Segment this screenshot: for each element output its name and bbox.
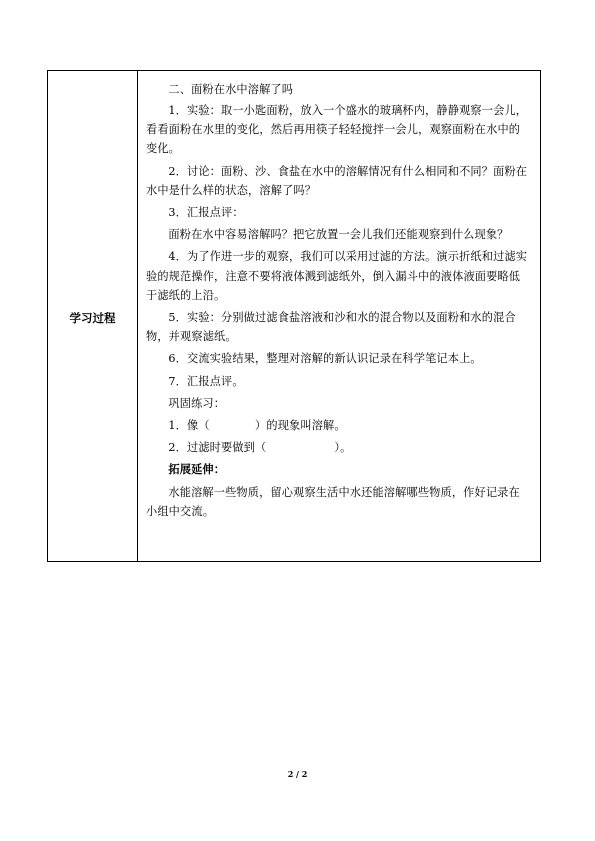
practice-heading: 巩固练习： xyxy=(168,396,226,410)
step-filter-4: 4．为了作进一步的观察，我们可以采用过滤的方法。演示折纸和过滤实验的规范操作，注意不要将液体溅到滤纸外，倒入漏斗中的液体液面要略低于滤纸的上沿。 xyxy=(146,250,528,302)
extension-heading: 拓展延伸： xyxy=(168,463,226,477)
step-experiment-5: 5．实验：分别做过滤食盐溶液和沙和水的混合物以及面粉和水的混合物，并观察滤纸。 xyxy=(146,311,516,344)
report-question: 面粉在水中容易溶解吗？把它放置一会儿我们还能观察到什么现象？ xyxy=(168,228,509,242)
table-row xyxy=(48,71,541,562)
lesson-table xyxy=(47,70,541,562)
practice-item-1: 1．像（ ）的现象叫溶解。 xyxy=(168,419,346,433)
step-report-7: 7．汇报点评。 xyxy=(168,374,244,388)
step-exchange-6: 6．交流实验结果，整理对溶解的新认识记录在科学笔记本上。 xyxy=(168,352,482,366)
content-cell xyxy=(138,71,541,562)
step-report-3: 3．汇报点评： xyxy=(168,206,244,220)
step-experiment-1: 1．实验：取一小匙面粉，放入一个盛水的玻璃杯内，静静观察一会儿，看看面粉在水里的变化，然后再用筷子轻轻搅拌一会儿，观察面粉在水中的变化。 xyxy=(146,104,528,156)
row-label-cell xyxy=(48,71,138,562)
row-label: 学习过程 xyxy=(69,310,116,325)
section-heading: 二、面粉在水中溶解了吗 xyxy=(168,83,294,96)
page-number: 2 / 2 xyxy=(287,769,308,779)
extension-text: 水能溶解一些物质，留心观察生活中水还能溶解哪些物质，作好记录在小组中交流。 xyxy=(146,485,520,518)
practice-item-2: 2．过滤时要做到（ ）。 xyxy=(168,441,352,455)
step-discussion-2: 2．讨论：面粉、沙、食盐在水中的溶解情况有什么相同和不同？面粉在水中是什么样的状态，溶解了吗？ xyxy=(146,164,528,197)
